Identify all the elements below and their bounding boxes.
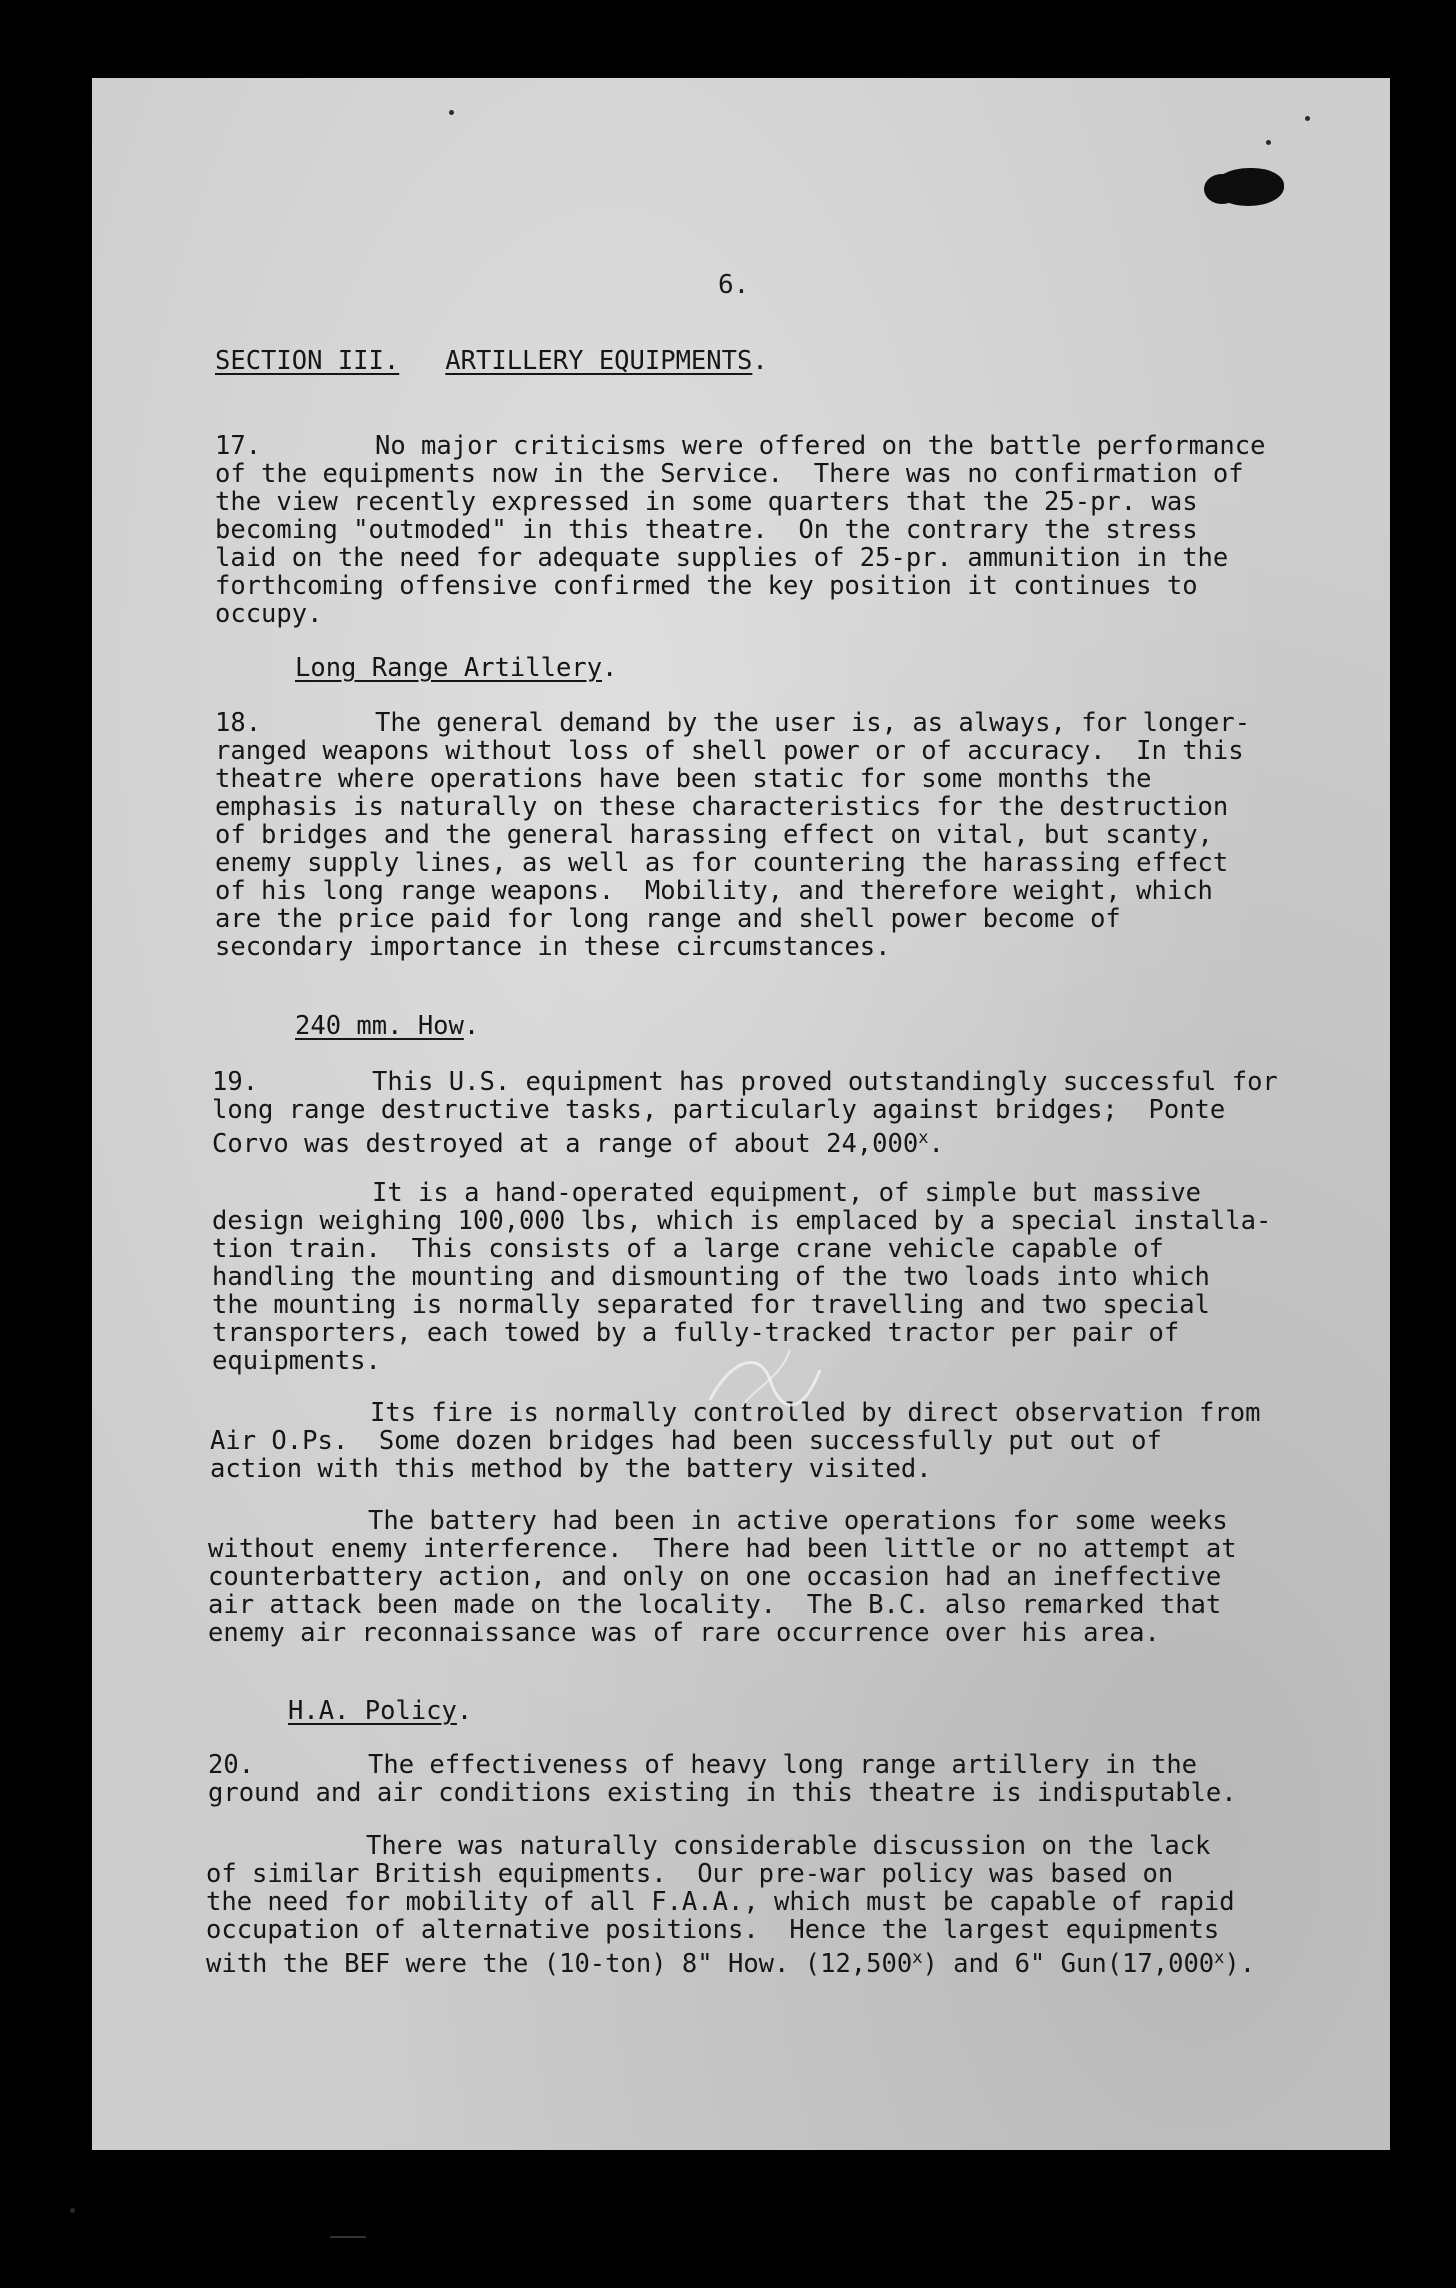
speck bbox=[1266, 140, 1271, 145]
para-20b-line-3: the need for mobility of all F.A.A., which must be capable of rapid bbox=[206, 1887, 1235, 1917]
para-19d-line-3: counterbattery action, and only on one occasion had an ineffective bbox=[208, 1562, 1222, 1592]
para-17-line-3: the view recently expressed in some quarters that the 25-pr. was bbox=[215, 487, 1198, 517]
para-20b-line-4: occupation of alternative positions. Hence the largest equipments bbox=[206, 1915, 1220, 1945]
para-20-number: 20. bbox=[208, 1750, 255, 1780]
para-19b-line-3: tion train. This consists of a large crane vehicle capable of bbox=[212, 1234, 1164, 1264]
para-18-line-8: are the price paid for long range and shell power become of bbox=[215, 904, 1121, 934]
heading-ha-policy bbox=[288, 1698, 472, 1726]
para-17-line-4: becoming "outmoded" in this theatre. On the contrary the stress bbox=[215, 515, 1198, 545]
para-19-line-1: This U.S. equipment has proved outstandingly successful for bbox=[372, 1067, 1278, 1097]
para-20b-line-2: of similar British equipments. Our pre-war policy was based on bbox=[206, 1859, 1174, 1889]
para-19-line-3-end: . bbox=[928, 1129, 944, 1159]
heading-240-text: 240 mm. How bbox=[295, 1011, 464, 1041]
para-18-line-1: The general demand by the user is, as always, for longer- bbox=[375, 708, 1251, 738]
para-19-line-3 bbox=[212, 1125, 944, 1159]
para-19-line-3-text: Corvo was destroyed at a range of about 24,000 bbox=[212, 1129, 919, 1159]
para-20-line-1: The effectiveness of heavy long range artillery in the bbox=[368, 1750, 1198, 1780]
para-19c-line-1: Its fire is normally controlled by direct observation from bbox=[370, 1398, 1261, 1428]
page-number: 6. bbox=[718, 270, 750, 300]
para-19b-line-2: design weighing 100,000 lbs, which is emplaced by a special installa- bbox=[212, 1206, 1272, 1236]
para-18-number: 18. bbox=[215, 708, 262, 738]
para-20b-sup-1: x bbox=[912, 1948, 923, 1968]
speck bbox=[70, 2208, 75, 2213]
para-17-number: 17. bbox=[215, 431, 262, 461]
para-18-line-5: of bridges and the general harassing effect on vital, but scanty, bbox=[215, 820, 1213, 850]
para-18-line-4: emphasis is naturally on these characteristics for the destruction bbox=[215, 792, 1229, 822]
para-19d-line-1: The battery had been in active operations for some weeks bbox=[368, 1506, 1228, 1536]
para-19b-line-7: equipments. bbox=[212, 1346, 381, 1376]
heading-long-range-artillery bbox=[295, 655, 617, 683]
para-17-line-5: laid on the need for adequate supplies of 25-pr. ammunition in the bbox=[215, 543, 1229, 573]
para-19d-line-4: air attack been made on the locality. The B.C. also remarked that bbox=[208, 1590, 1222, 1620]
speck bbox=[1305, 116, 1310, 121]
heading-long-range-text: Long Range Artillery bbox=[295, 653, 603, 683]
heading-ha-text: H.A. Policy bbox=[288, 1696, 457, 1726]
para-19-sup: x bbox=[918, 1128, 929, 1148]
para-18-line-2: ranged weapons without loss of shell power or of accuracy. In this bbox=[215, 736, 1244, 766]
para-17-line-7: occupy. bbox=[215, 599, 323, 629]
para-18-line-7: of his long range weapons. Mobility, and therefore weight, which bbox=[215, 876, 1213, 906]
margin-dash bbox=[330, 2232, 370, 2242]
heading-240mm-how bbox=[295, 1013, 479, 1041]
section-heading-end: . bbox=[752, 346, 768, 376]
para-18-line-9: secondary importance in these circumstances. bbox=[215, 932, 891, 962]
section-title: ARTILLERY EQUIPMENTS bbox=[445, 346, 753, 376]
para-20b-line-5-a: with the BEF were the (10-ton) 8" How. (12,500 bbox=[206, 1949, 913, 1979]
para-20b-line-5 bbox=[206, 1945, 1255, 1979]
para-17-line-6: forthcoming offensive confirmed the key position it continues to bbox=[215, 571, 1198, 601]
para-18-line-3: theatre where operations have been static for some months the bbox=[215, 764, 1152, 794]
para-20b-sup-2: x bbox=[1214, 1948, 1225, 1968]
para-17-line-2: of the equipments now in the Service. There was no confirmation of bbox=[215, 459, 1244, 489]
heading-240-end: . bbox=[463, 1011, 480, 1041]
para-19-line-2: long range destructive tasks, particularly against bridges; Ponte bbox=[212, 1095, 1226, 1125]
heading-long-range-end: . bbox=[602, 653, 618, 683]
para-20b-line-1: There was naturally considerable discussion on the lack bbox=[366, 1831, 1211, 1861]
ink-blot bbox=[1214, 168, 1284, 206]
para-19-number: 19. bbox=[212, 1067, 259, 1097]
para-20b-line-5-b: ) and 6" Gun(17,000 bbox=[922, 1949, 1215, 1979]
para-20-line-2: ground and air conditions existing in this theatre is indisputable. bbox=[208, 1778, 1237, 1808]
para-19b-line-6: transporters, each towed by a fully-tracked tractor per pair of bbox=[212, 1318, 1180, 1348]
section-number: SECTION III. bbox=[215, 346, 400, 376]
heading-ha-end: . bbox=[456, 1696, 473, 1726]
para-19c-line-2: Air O.Ps. Some dozen bridges had been successfully put out of bbox=[210, 1426, 1162, 1456]
para-19c-line-3: action with this method by the battery visited. bbox=[210, 1454, 932, 1484]
para-19d-line-2: without enemy interference. There had been little or no attempt at bbox=[208, 1534, 1237, 1564]
speck bbox=[449, 110, 454, 115]
para-19b-line-4: handling the mounting and dismounting of the two loads into which bbox=[212, 1262, 1210, 1292]
para-20b-line-5-c: ). bbox=[1224, 1949, 1256, 1979]
para-17-line-1: No major criticisms were offered on the battle performance bbox=[375, 431, 1266, 461]
para-19b-line-5: the mounting is normally separated for travelling and two special bbox=[212, 1290, 1210, 1320]
para-19b-line-1: It is a hand-operated equipment, of simple but massive bbox=[372, 1178, 1202, 1208]
para-19d-line-5: enemy air reconnaissance was of rare occurrence over his area. bbox=[208, 1618, 1160, 1648]
handwritten-mark bbox=[700, 1340, 830, 1430]
section-heading bbox=[215, 348, 768, 376]
para-18-line-6: enemy supply lines, as well as for countering the harassing effect bbox=[215, 848, 1229, 878]
